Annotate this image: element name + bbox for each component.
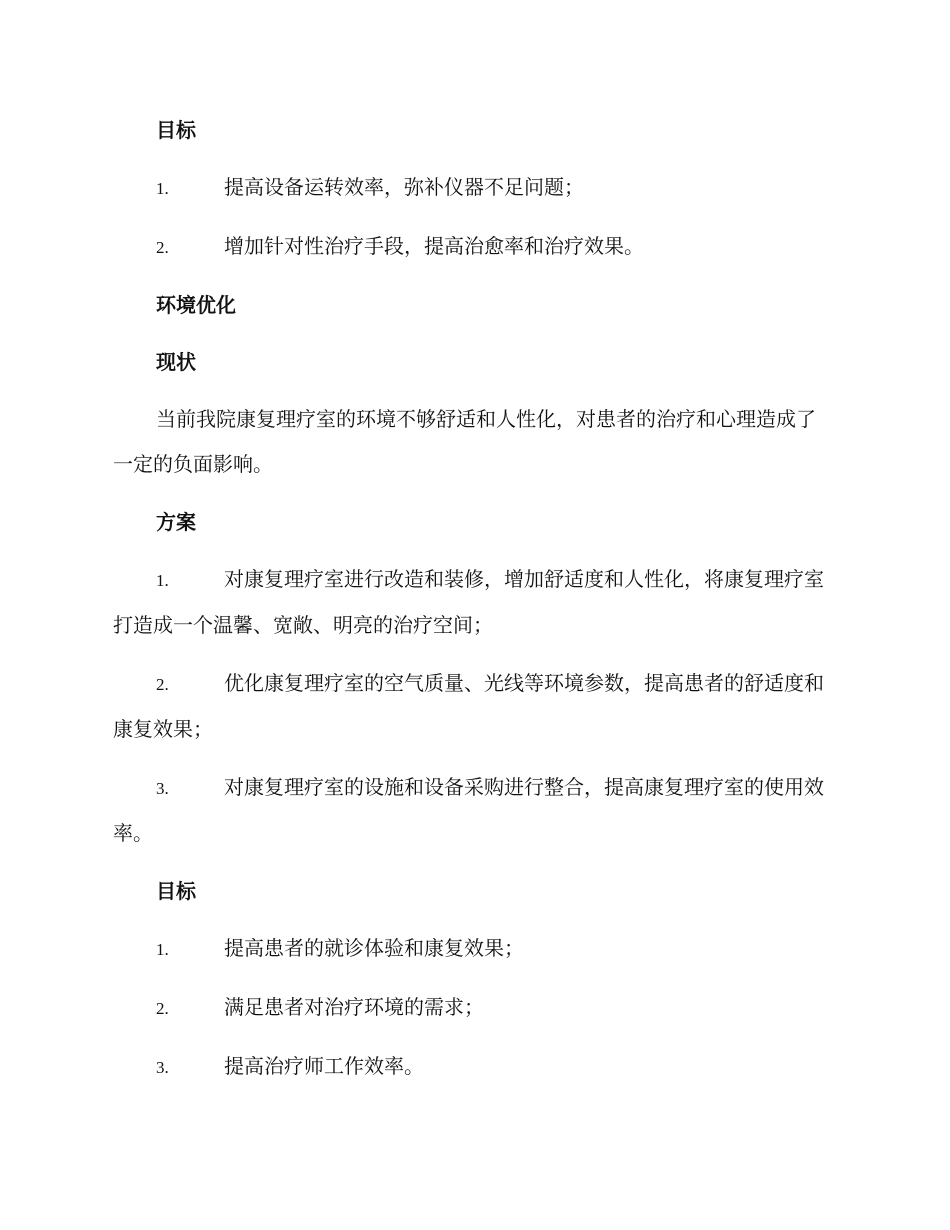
- list-number: 2.: [156, 238, 169, 257]
- document-content: [113, 108, 833, 1103]
- list-item: [113, 1044, 833, 1090]
- paragraph-current-status: 当前我院康复理疗室的环境不够舒适和人性化，对患者的治疗和心理造成了一定的负面影响。: [113, 407, 816, 476]
- list-item: [113, 165, 833, 211]
- list-text: 提高患者的就诊体验和康复效果；: [224, 936, 524, 960]
- list-number: 2.: [156, 675, 169, 694]
- list-item: [113, 926, 833, 972]
- list-text: 满足患者对治疗环境的需求；: [224, 995, 484, 1019]
- list-text: 对康复理疗室进行改造和装修，增加舒适度和人性化，将康复理疗室打造成一个温馨、宽敞、明亮的治疗空间；: [113, 567, 824, 637]
- list-item: [113, 557, 833, 648]
- list-text: 增加针对性治疗手段，提高治愈率和治疗效果。: [224, 234, 644, 258]
- list-number: 3.: [156, 1058, 169, 1077]
- list-text: 提高设备运转效率，弥补仪器不足问题；: [224, 175, 584, 199]
- list-item: [113, 661, 833, 752]
- list-number: 1.: [156, 179, 169, 198]
- list-item: [113, 765, 833, 856]
- list-number: 1.: [156, 940, 169, 959]
- list-number: 1.: [156, 571, 169, 590]
- list-item: [113, 224, 833, 270]
- section-heading-goal-2: 目标: [156, 879, 196, 903]
- section-heading-goal: 目标: [156, 118, 196, 142]
- list-number: 2.: [156, 999, 169, 1018]
- list-text: 提高治疗师工作效率。: [224, 1054, 424, 1078]
- section-heading-current-status: 现状: [156, 350, 196, 374]
- list-number: 3.: [156, 779, 169, 798]
- list-text: 优化康复理疗室的空气质量、光线等环境参数，提高患者的舒适度和康复效果；: [113, 671, 824, 741]
- section-heading-plan: 方案: [156, 510, 196, 534]
- list-text: 对康复理疗室的设施和设备采购进行整合，提高康复理疗室的使用效率。: [113, 775, 824, 845]
- list-item: [113, 985, 833, 1031]
- section-heading-environment-optimization: 环境优化: [156, 293, 236, 317]
